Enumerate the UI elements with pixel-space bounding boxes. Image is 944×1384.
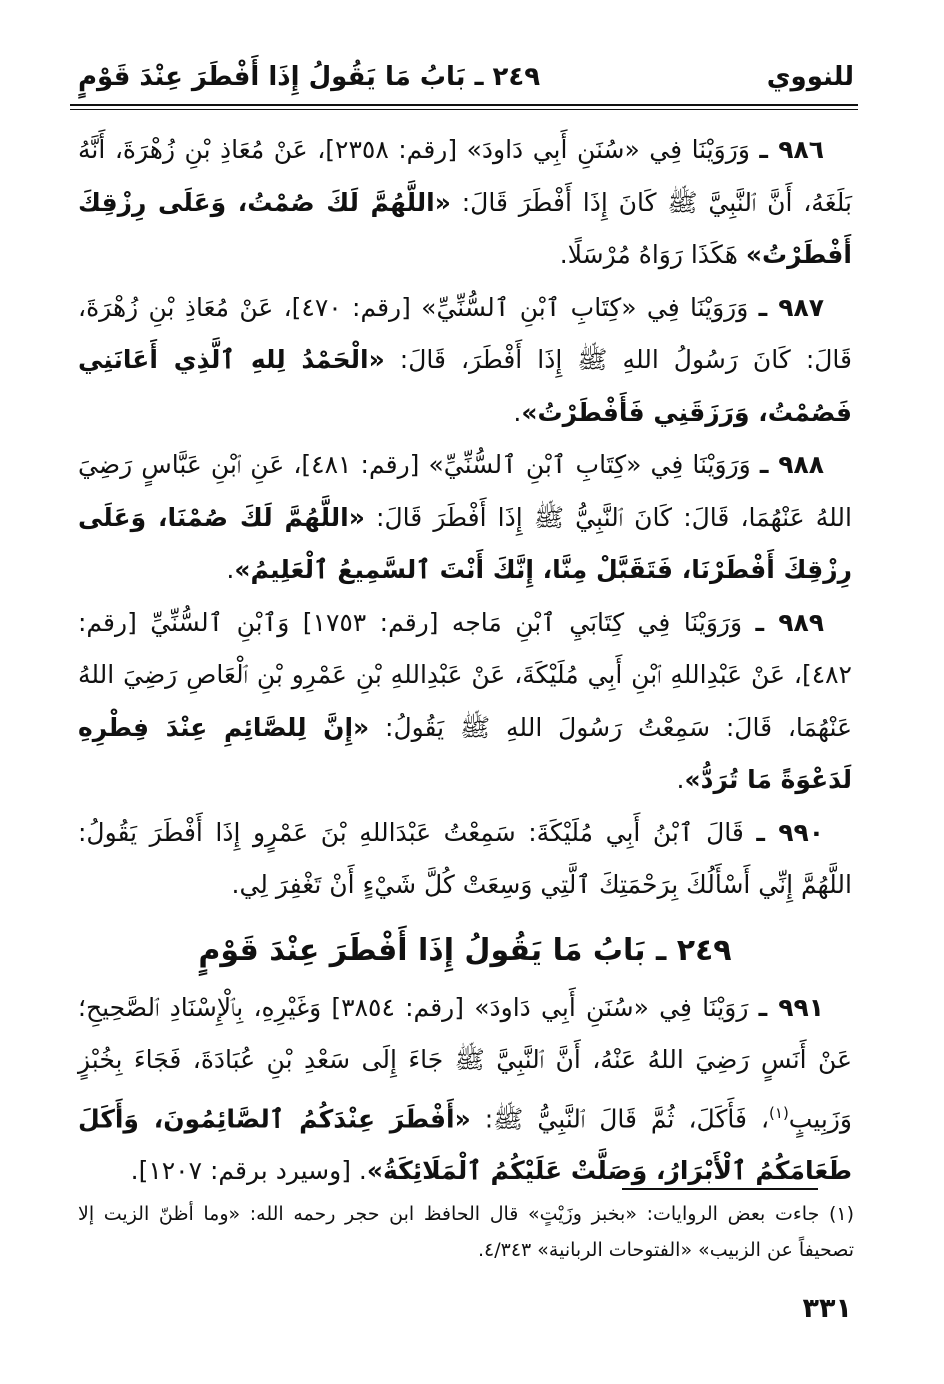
entry-quote: «أَفْطَرَ عِنْدَكُمُ ٱلصَّائِمُونَ، وَأَكَلَ طَعَامَكُمُ ٱلْأَبْرَارُ، وَصَلَّتْ عَلَيْكُمُ ٱلْمَلَائِكَةُ» [78,1103,852,1186]
entry-text-end: . [676,765,685,794]
entry-text: وَرَوَيْنَا فِي «كِتَابِ ٱبْنِ ٱلسُّنِّيِّ» [رقم: ٤٨١]، عَنِ ٱبْنِ عَبَّاسٍ رَضِيَ اللهُ عَنْهُمَا، قَالَ: كَانَ ٱلنَّبِيُّ ﷺ إِذَا أَفْطَرَ قَالَ: [78,450,852,532]
header-author: للنووي [766,62,854,92]
header-rule [70,104,858,106]
page-number: ٣٣١ [802,1293,852,1324]
entry-number: ٩٨٨ ـ [759,450,825,479]
hadith-entry [78,282,852,440]
entry-quote: «اللَّهُمَّ لَكَ صُمْتُ، وَعَلَى رِزْقِكَ أَفْطَرْتُ» [78,187,852,269]
hadith-entry [78,124,852,282]
entry-text-end: . [513,397,522,427]
entry-number: ٩٩٠ ـ [756,817,825,847]
entry-text-mid: ، فَأَكَلَ، ثُمَّ قَالَ ٱلنَّبِيُّ ﷺ: [470,1103,770,1133]
entry-text-end: . [وسيرد برقم: ١٢٠٧]. [130,1156,367,1186]
chapter-heading: ٢٤٩ ـ بَابُ مَا يَقُولُ إِذَا أَفْطَرَ عِنْدَ قَوْمٍ [198,932,732,968]
entry-text: وَرَوَيْنَا فِي «كِتَابِ ٱبْنِ ٱلسُّنِّيِّ» [رقم: ٤٧٠]، عَنْ مُعَاذِ بْنِ زُهْرَةَ، قَالَ: كَانَ رَسُولُ اللهِ ﷺ إِذَا أَفْطَرَ، قَالَ: [78,292,852,374]
hadith-entry [78,439,852,597]
entry-number: ٩٨٩ ـ [755,607,825,637]
footnote-separator [622,1188,818,1190]
entry-text: وَرَوَيْنَا فِي «سُنَنِ أَبِي دَاودَ» [رقم: ٢٣٥٨]، عَنْ مُعَاذِ بْنِ زُهْرَةَ، أَنَّهُ بَلَغَهُ، أَنَّ ٱلنَّبِيَّ ﷺ كَانَ إِذَا أَفْطَرَ قَالَ: [78,135,852,217]
entry-number: ٩٨٦ ـ [759,135,825,164]
entry-quote: «الْحَمْدُ لِلهِ ٱلَّذِي أَعَانَنِي فَصُمْتُ، وَرَزَقَنِي فَأَفْطَرْتُ» [78,345,852,427]
entry-text: قَالَ ٱبْنُ أَبِي مُلَيْكَةَ: سَمِعْتُ عَبْدَاللهِ بْنَ عَمْرٍو إِذَا أَفْطَرَ يَقُولُ: اللَّهُمَّ إِنِّي أَسْأَلُكَ بِرَحْمَتِكَ ٱلَّتِي وَسِعَتْ كُلَّ شَيْءٍ أَنْ تَغْفِرَ لِي. [78,817,852,899]
hadith-entry [78,597,852,807]
hadith-entry [78,807,852,912]
running-header [78,58,854,98]
main-text [78,124,852,1198]
footnote: (١) جاءت بعض الروايات: «بخبز وزَيْتٍ» قال الحافظ ابن حجر رحمه الله: «وما أظنّ الزيت إلا تصحيفاً عن الزبيب» «الفتوحات الربانية» ٤/٣٤٣. [78,1203,854,1261]
entry-number: ٩٨٧ ـ [758,292,825,322]
entry-text-end: . [226,555,235,584]
entry-quote: «اللَّهُمَّ لَكَ صُمْنَا، وَعَلَى رِزْقِكَ أَفْطَرْنَا، فَتَقَبَّلْ مِنَّا، إِنَّكَ أَنْتَ ٱلسَّمِيعُ ٱلْعَلِيمُ» [78,502,852,584]
entry-number: ٩٩١ ـ [758,992,825,1022]
entry-text: وَرَوَيْنَا فِي كِتَابَيِ ٱبْنِ مَاجه [رقم: ١٧٥٣] وَٱبْنِ ٱلسُّنِّيِّ [رقم: ٤٨٢]، عَنْ عَبْدِاللهِ ٱبْنِ أَبِي مُلَيْكَةَ، عَنْ عَبْدِاللهِ بْنِ عَمْرِو بْنِ ٱلْعَاصِ رَضِيَ اللهُ عَنْهُمَا، قَالَ: سَمِعْتُ رَسُولَ اللهِ ﷺ يَقُولُ: [78,607,852,742]
footnote-marker: (١) [769,1103,789,1122]
entry-quote: «إِنَّ لِلصَّائِمِ عِنْدَ فِطْرِهِ لَدَعْوَةً مَا تُرَدُّ» [78,712,852,794]
hadith-entry [78,982,852,1198]
entry-text: رَوَيْنَا فِي «سُنَنِ أَبِي دَاودَ» [رقم: ٣٨٥٤] وَغَيْرِهِ، بِٱلْإِسْنَادِ ٱلصَّحِيحِ؛ عَنْ أَنَسٍ رَضِيَ اللهُ عَنْهُ، أَنَّ ٱلنَّبِيَّ ﷺ جَاءَ إِلَى سَعْدِ بْنِ عُبَادَةَ، فَجَاءَ بِخُبْزٍ وَزَبِيبٍ [78,992,852,1133]
entry-text-end: هَكَذَا رَوَاهُ مُرْسَلًا. [559,240,746,269]
header-rule-thin [70,109,858,110]
header-chapter-title: ٢٤٩ ـ بَابُ مَا يَقُولُ إِذَا أَفْطَرَ عِنْدَ قَوْمٍ [78,62,541,92]
